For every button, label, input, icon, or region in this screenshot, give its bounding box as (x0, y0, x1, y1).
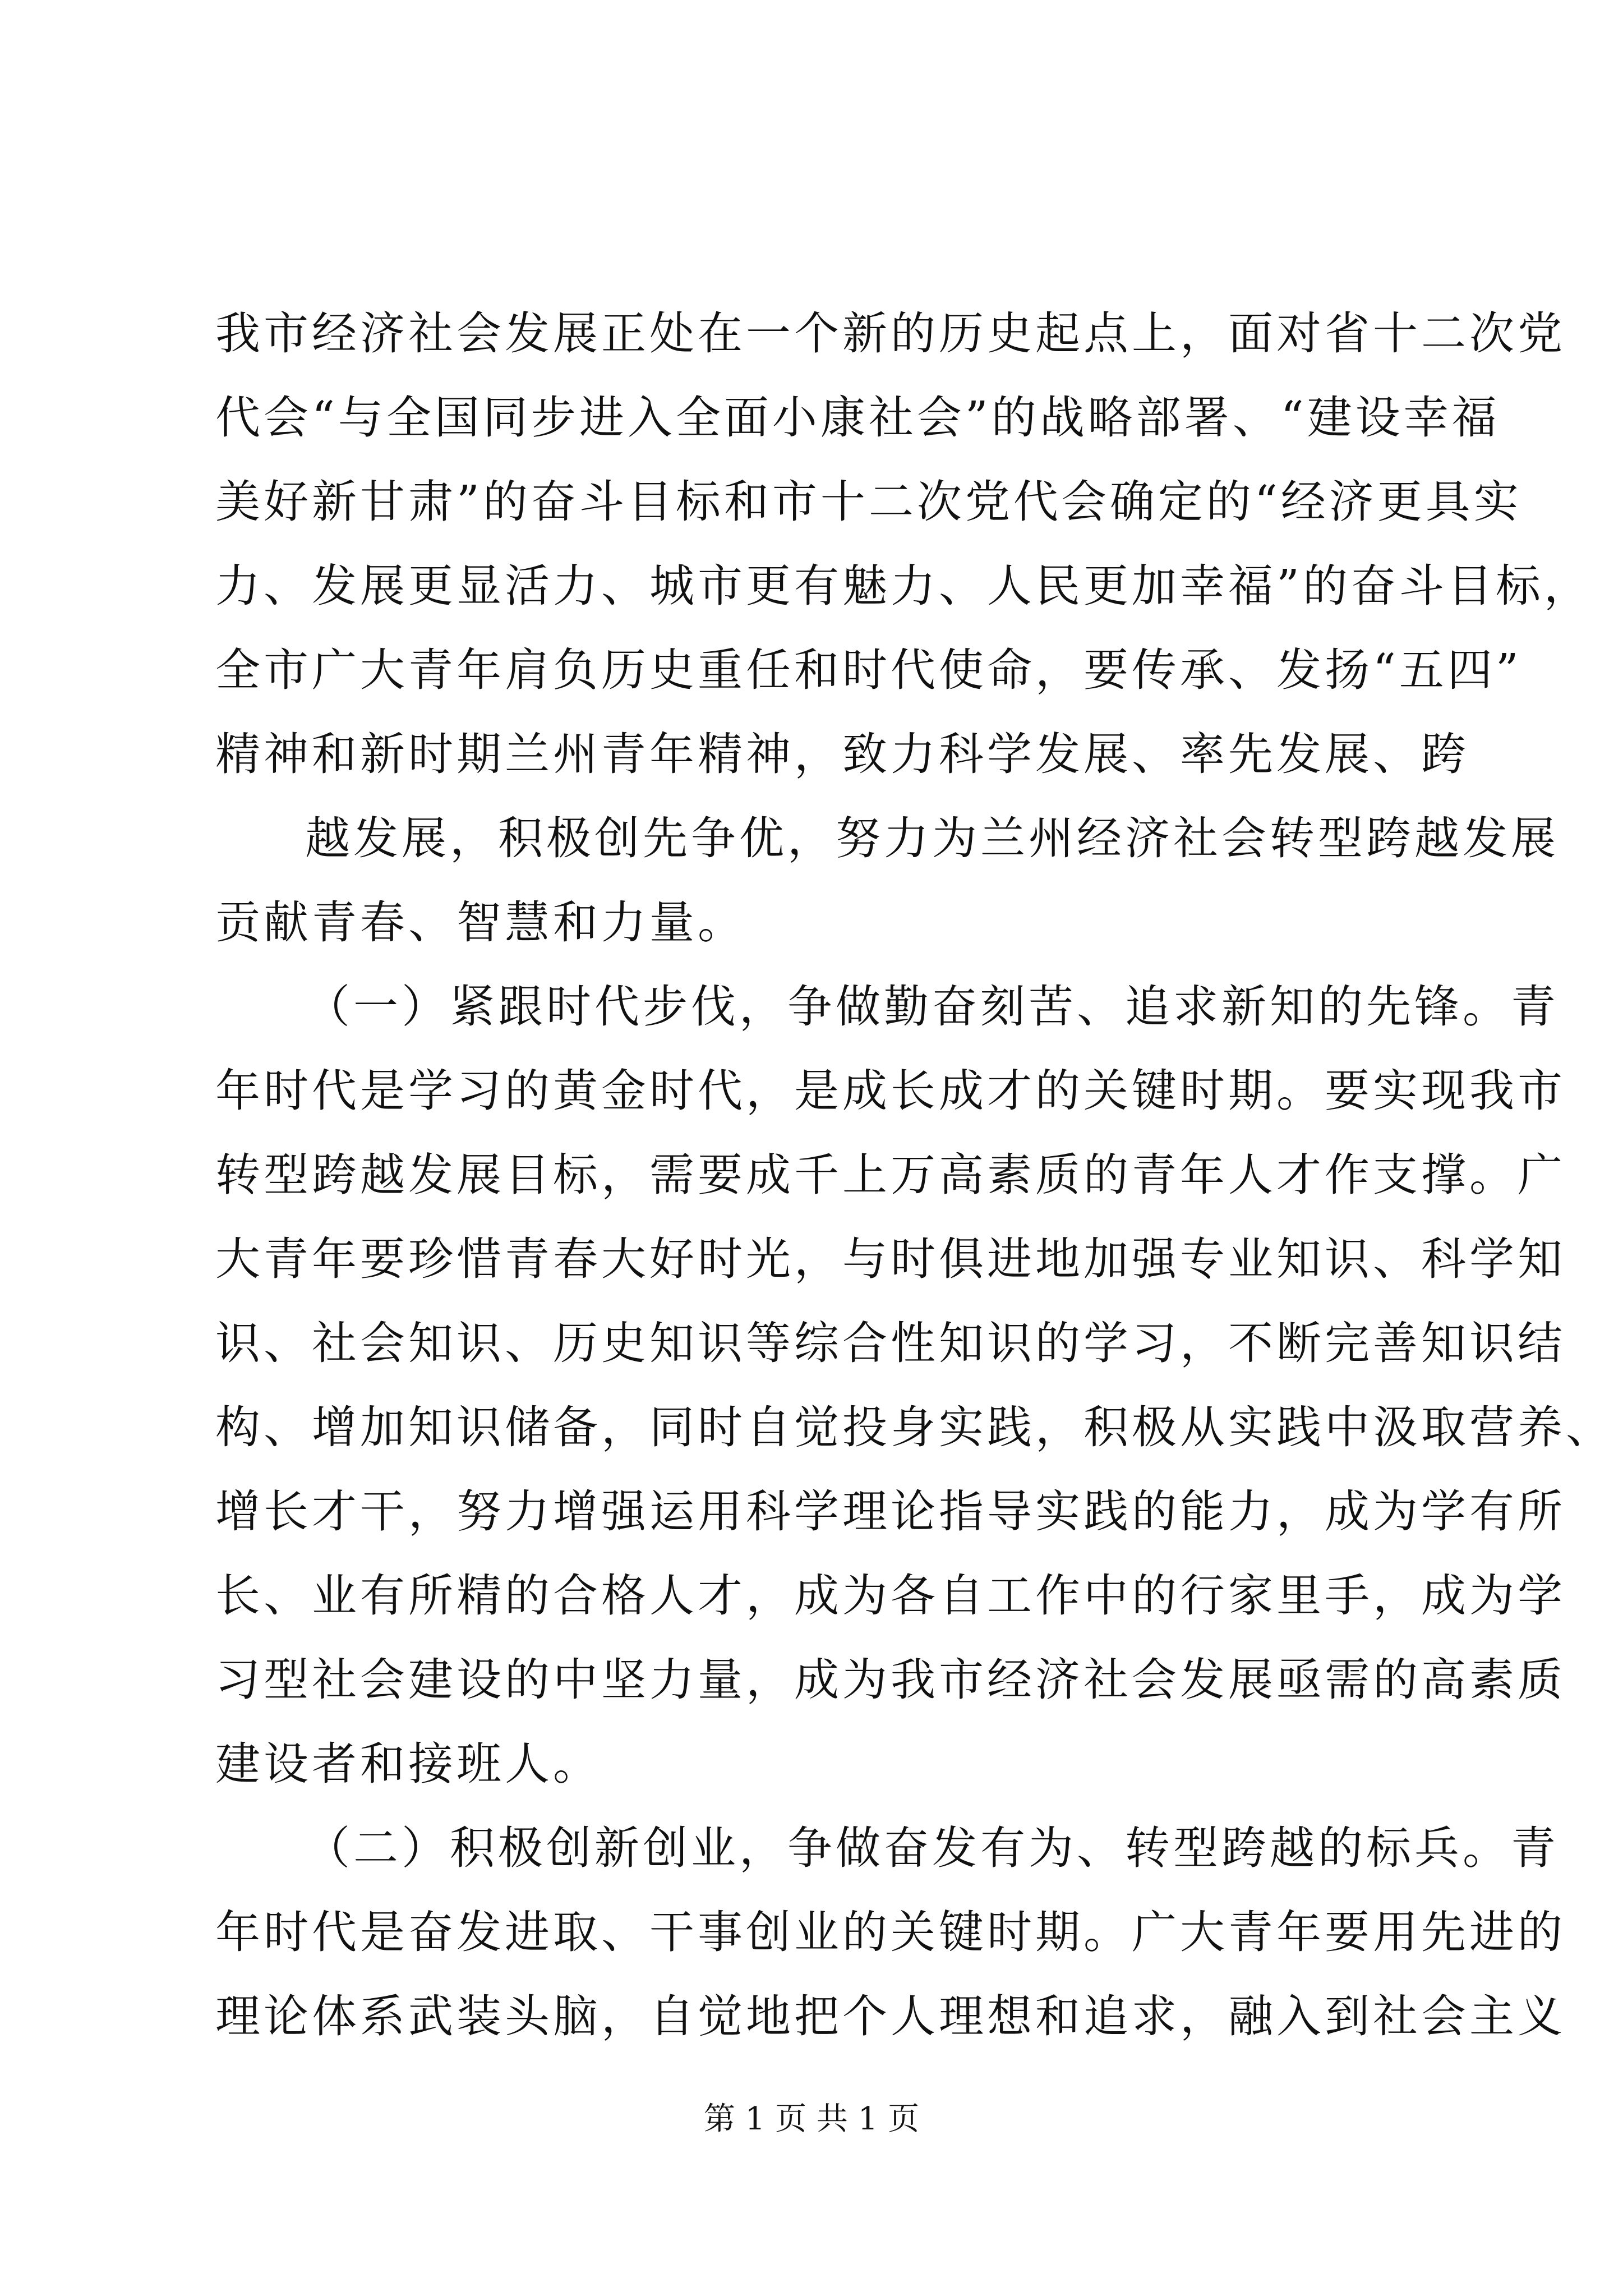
text-line: 全市广大青年肩负历史重任和时代使命，要传承、发扬“五四” (215, 644, 1522, 696)
text-line: 精神和新时期兰州青年精神，致力科学发展、率先发展、跨 (215, 728, 1469, 780)
document-body (215, 292, 1614, 2059)
text-line: 增长才干，努力增强运用科学理论指导实践的能力，成为学有所 (215, 1485, 1566, 1538)
text-line: 贡献青春、智慧和力量。 (215, 896, 746, 949)
text-line: 理论体系武装头脑，自觉地把个人理想和追求，融入到社会主义 (215, 1990, 1566, 2042)
page-number: 第 1 页 共 1 页 (703, 2101, 920, 2137)
section-heading-line: （二）积极创新创业，争做奋发有为、转型跨越的标兵。青 (305, 1822, 1559, 1874)
text-line: 建设者和接班人。 (215, 1738, 601, 1790)
text-line: 越发展，积极创先争优，努力为兰州经济社会转型跨越发展 (305, 812, 1559, 864)
text-line: 大青年要珍惜青春大好时光，与时俱进地加强专业知识、科学知 (215, 1233, 1566, 1285)
text-line: 美好新甘肃”的奋斗目标和市十二次党代会确定的“经济更具实 (215, 476, 1522, 528)
text-line: 转型跨越发展目标，需要成千上万高素质的青年人才作支撑。广 (215, 1149, 1566, 1201)
text-line: 年时代是奋发进取、干事创业的关键时期。广大青年要用先进的 (215, 1906, 1566, 1958)
text-line: 构、增加知识储备，同时自觉投身实践，积极从实践中汲取营养、 (215, 1401, 1614, 1453)
text-line: 识、社会知识、历史知识等综合性知识的学习，不断完善知识结 (215, 1317, 1566, 1369)
text-line: 年时代是学习的黄金时代，是成长成才的关键时期。要实现我市 (215, 1065, 1566, 1117)
text-line: 习型社会建设的中坚力量，成为我市经济社会发展亟需的高素质 (215, 1654, 1566, 1706)
text-line: 代会“与全国同步进入全面小康社会”的战略部署、“建设幸福 (215, 392, 1500, 444)
page-footer (0, 2097, 1623, 2142)
section-heading-line: （一）紧跟时代步伐，争做勤奋刻苦、追求新知的先锋。青 (305, 981, 1559, 1033)
text-line: 力、发展更显活力、城市更有魅力、人民更加幸福”的奋斗目标， (215, 560, 1592, 612)
text-line: 我市经济社会发展正处在一个新的历史起点上，面对省十二次党 (215, 307, 1566, 360)
text-line: 长、业有所精的合格人才，成为各自工作中的行家里手，成为学 (215, 1570, 1566, 1622)
